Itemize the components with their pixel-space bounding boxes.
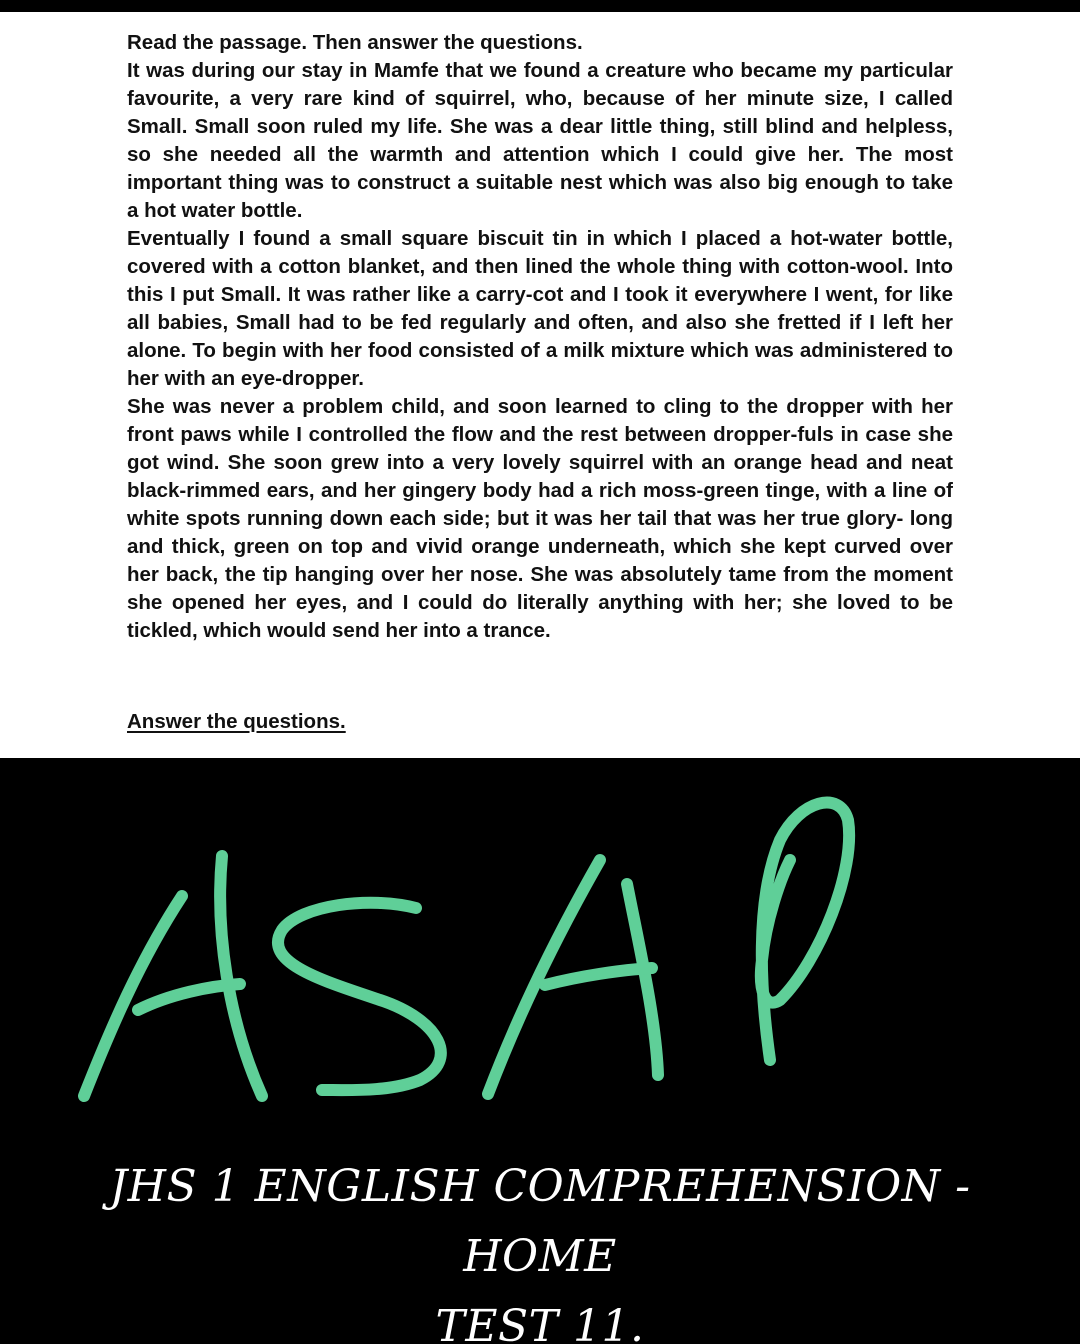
- handwritten-letter-p: [761, 803, 849, 1060]
- instruction-text: Read the passage. Then answer the questions.: [127, 31, 583, 54]
- test-title: [40, 1152, 1040, 1344]
- test-title-line-2: TEST 11.: [435, 1301, 645, 1344]
- handwritten-letter-a2: [488, 860, 600, 1094]
- answer-heading: Answer the questions.: [127, 710, 346, 733]
- handwritten-letter-a1-bar: [138, 984, 240, 1010]
- paragraph-2: Eventually I found a small square biscuit tin in which I placed a hot-water bottle, covered with a cotton blanket, and then lined the whole thing with cotton-wool. Into this I put Small. It was rather like a carry-cot and I took it everywhere I went, for like all babies, Small had to be fed regularly and often, and also she fretted if I left her alone. To begin with her food consisted of a milk mixture which was administered to her with an eye-dropper.: [127, 227, 953, 390]
- passage-text: [127, 29, 953, 645]
- handwritten-letter-a1: [84, 896, 182, 1096]
- handwritten-letter-a2-bar: [545, 968, 652, 985]
- paragraph-3: She was never a problem child, and soon learned to cling to the dropper with her front paws while I controlled the flow and the rest between dropper-fuls in case she got wind. She soon grew into a very lovely squirrel with an orange head and neat black-rimmed ears, and her gingery body had a rich moss-green tinge, with a line of white spots running down each side; but it was her tail that was her true glory- long and thick, green on top and vivid orange underneath, which she kept curved over her back, the tip hanging over her nose. She was absolutely tame from the moment she opened her eyes, and I could do literally anything with her; she loved to be tickled, which would send her into a trance.: [127, 395, 953, 642]
- handwritten-letter-a1-right: [220, 856, 262, 1096]
- test-title-line-1: JHS 1 ENGLISH COMPREHENSION - HOME: [109, 1161, 971, 1282]
- handwritten-letter-s: [278, 903, 441, 1090]
- handwritten-letter-a2-right: [627, 884, 658, 1075]
- passage-document: [0, 12, 1080, 758]
- paragraph-1: It was during our stay in Mamfe that we found a creature who became my particular favourite, a very rare kind of squirrel, who, because of her minute size, I called Small. Small soon ruled my life. She was a dear little thing, still blind and helpless, so she needed all the warmth and attention which I could give her. The most important thing was to construct a suitable nest which was also big enough to take a hot water bottle.: [127, 59, 953, 222]
